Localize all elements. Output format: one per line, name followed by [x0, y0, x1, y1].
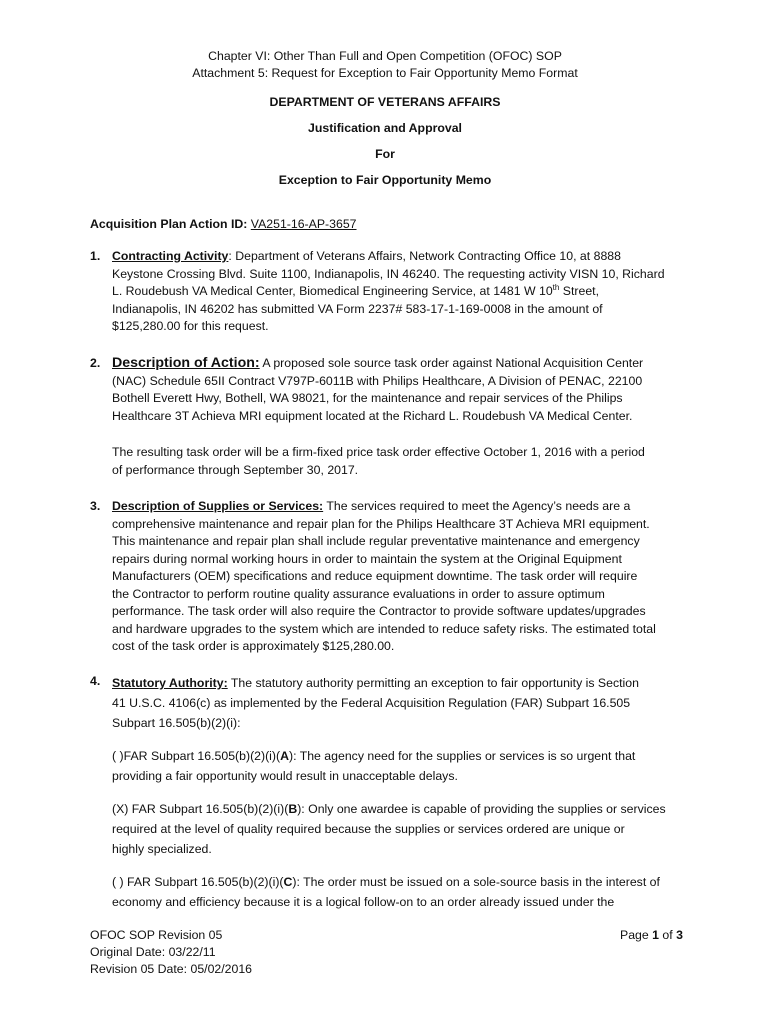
task-order-paragraph: The resulting task order will be a firm-fixed price task order effective October 1, 2016 with a period of performance through September 30, 2017. — [112, 445, 645, 477]
section-description-of-services: Description of Supplies or Services: The services required to meet the Agency’s needs are a comprehensive maintenance and repair plan for the Philips Healthcare 3T Achieva MRI equipment. This maintenance and repair plan shall include regular preventative maintenance and emergency repairs during normal working hours in order to maintain the system at the Original Equipment Manufacturers (OEM) specifications and reduce equipment downtime. The task order will require the Contractor to perform routine quality assurance evaluations in order to assure optimum performance. The task order will also require the Contractor to provide software updates/upgrades and hardware upgrades to the system which are intended to reduce safety risks. The estimated total cost of the task order is approximately $125,280.00. — [112, 499, 656, 653]
authority-option-a: ( )FAR Subpart 16.505(b)(2)(i)(A): The agency need for the supplies or services is so urgent that providing a fair opportunity would result in unacceptable delays. — [112, 749, 636, 783]
section-number: 1. — [90, 249, 101, 263]
acquisition-id-line — [90, 216, 357, 233]
memo-title-line: Justification and Approval — [308, 121, 462, 135]
footer-original-date: Original Date: 03/22/11 — [90, 945, 216, 959]
section-number: 4. — [90, 674, 101, 688]
section-heading: Statutory Authority: — [112, 676, 228, 690]
section-heading: Description of Supplies or Services: — [112, 499, 324, 513]
section-description-of-action: Description of Action: A proposed sole source task order against National Acquisition Center (NAC) Schedule 65II Contract V797P-6011B with Philips Healthcare, A Division of PENAC, 22100 Bothell Everett Hwy, Bothell, WA 98021, for the maintenance and repair services of the Philips Healthcare 3T Achieva MRI equipment located at the Richard L. Roudebush VA Medical Center. — [112, 355, 644, 423]
section-number: 3. — [90, 499, 101, 513]
page-number: Page 1 of 3 — [620, 928, 683, 942]
authority-option-c: ( ) FAR Subpart 16.505(b)(2)(i)(C): The order must be issued on a sole-source basis in the interest of economy and efficiency because it is a logical follow-on to an order already issued under the — [112, 875, 660, 909]
attachment-header: Attachment 5: Request for Exception to Fair Opportunity Memo Format — [192, 66, 578, 80]
section-contracting-activity: Contracting Activity: Department of Veterans Affairs, Network Contracting Office 10, at 8888 Keystone Crossing Blvd. Suite 1100, Indianapolis, IN 46240. The requesting activity VISN 10, Richard L. Roudebush VA Medical Center, Biomedical Engineering Service, at 1481 W 10th Street, Indianapolis, IN 46202 has submitted VA Form 2237# 583-17-1-169-0008 in the amount of $125,280.00 for this request. — [112, 249, 665, 333]
section-heading: Description of Action: — [112, 355, 260, 371]
section-heading: Contracting Activity — [112, 249, 229, 263]
footer-revision-date: Revision 05 Date: 05/02/2016 — [90, 962, 253, 976]
chapter-header: Chapter VI: Other Than Full and Open Competition (OFOC) SOP — [208, 49, 562, 63]
section-number: 2. — [90, 356, 101, 370]
memo-title-line: Exception to Fair Opportunity Memo — [278, 173, 492, 187]
acquisition-id-label: Acquisition Plan Action ID: — [90, 217, 251, 231]
section-statutory-authority: Statutory Authority: The statutory authority permitting an exception to fair opportunity is Section 41 U.S.C. 4106(c) as implemented by the Federal Acquisition Regulation (FAR) Subpart 16.505 Subpart 16.505(b)(2)(i): — [112, 676, 639, 730]
acquisition-id-value: VA251-16-AP-3657 — [250, 217, 357, 231]
memo-title-line: For — [375, 147, 395, 161]
authority-option-b: (X) FAR Subpart 16.505(b)(2)(i)(B): Only one awardee is capable of providing the supplies or services required at the level of quality required because the supplies or services ordered are unique or highly specialized. — [112, 802, 666, 856]
footer-revision: OFOC SOP Revision 05 — [90, 928, 223, 942]
department-title: DEPARTMENT OF VETERANS AFFAIRS — [269, 95, 501, 109]
